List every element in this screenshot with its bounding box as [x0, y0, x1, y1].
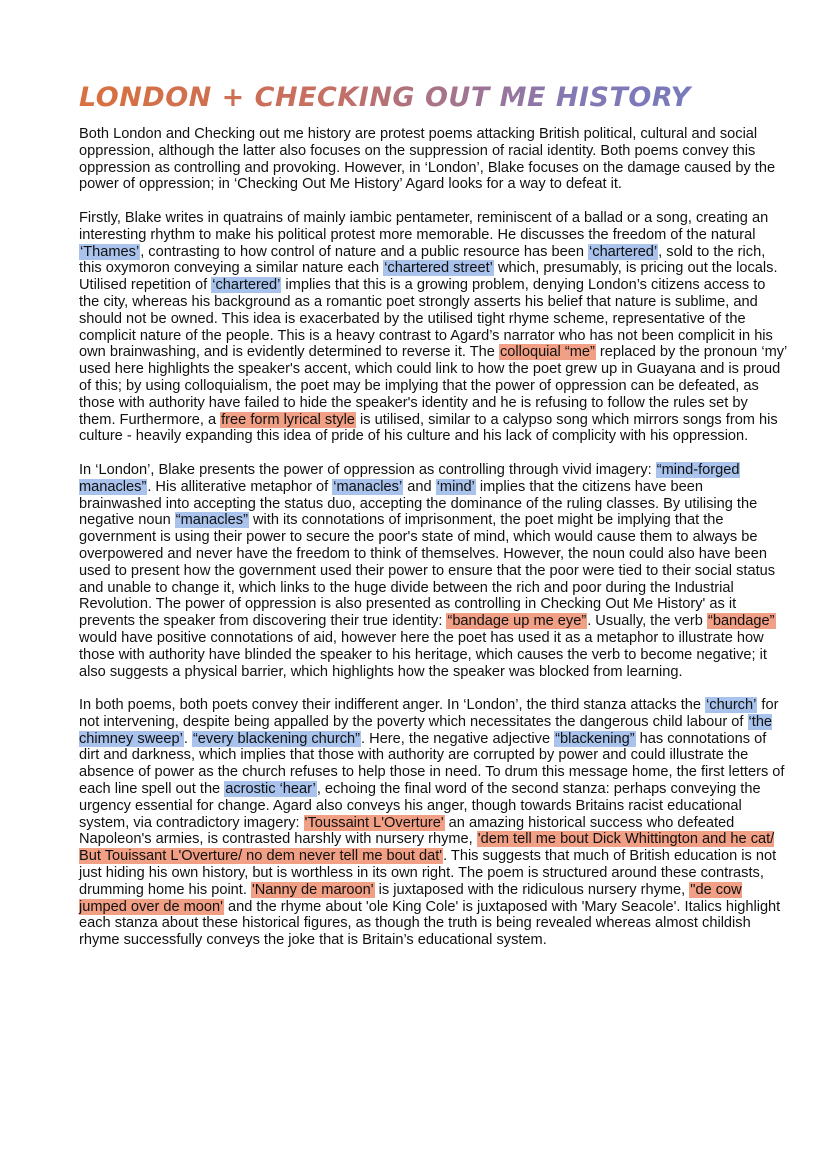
- text: implies that this is a growing problem, denying London’s citizens access to the city, whereas his background as a romantic poet strongly asserts his belief that nature is sublime, and should not be owned. This idea is exacerbated by the utilised tight rhyme scheme, representative of the complicit nature of the people. This is a heavy contrast to Agard’s narrator who has not been complicit in his own brainwashing, and is evidently determined to reverse it. The: [79, 277, 773, 361]
- text: Firstly, Blake writes in quatrains of mainly iambic pentameter, reminiscent of a ballad or a song, creating an interesting rhythm to make his political protest more memorable. He discusses the freedom of the natural: [79, 209, 769, 243]
- text: In both poems, both poets convey their indifferent anger. In ‘London’, the third stanza attacks the: [79, 697, 706, 714]
- text: and: [403, 478, 436, 495]
- text: replaced by the pronoun ‘my’ used here highlights the speaker's accent, which could link to how the poet grew up in Guayana and is proud of this; by using colloquialism, the poet may be implying that the power of oppression can be defeated, as those with authority have failed to hide the speaker's identity and he is refusing to follow the rules set by them. Furthermore, a: [79, 344, 787, 428]
- text: implies that the citizens have been brainwashed into accepting the status duo, accepting the dominance of the ruling classes. By utilising the negative noun: [79, 478, 758, 529]
- text: has connotations of dirt and darkness, which implies that those with authority are corrupted by power and could illustrate the absence of power as the church refuses to help those in need. To drum this message home, the first letters of each line spell out the: [79, 730, 785, 798]
- highlight-blue: ‘mind’: [436, 478, 475, 495]
- text: . Here, the negative adjective: [361, 730, 555, 747]
- text: .: [183, 730, 192, 747]
- text: and the rhyme about 'ole King Cole' is juxtaposed with 'Mary Seacole'. Italics highlight each stanza about these historical figures, as though the truth is being revealed whereas almost childish rhyme successfully conveys the joke that is Britain’s educational system.: [79, 898, 781, 949]
- highlight-blue: “blackening”: [555, 730, 635, 747]
- highlight-orange: “bandage”: [707, 613, 775, 630]
- highlight-orange: 'Nanny de maroon': [251, 881, 374, 898]
- highlight-blue: “every blackening church”: [192, 730, 361, 747]
- text: is utilised, similar to a calypso song which mirrors songs from his culture - heavily expanding this idea of pride of his culture and his lack of complicity with his oppression.: [79, 411, 778, 445]
- page-title: LONDON + CHECKING OUT ME HISTORY: [79, 78, 788, 118]
- highlight-blue: acrostic ‘hear’: [225, 781, 316, 798]
- text: , echoing the final word of the second stanza: perhaps conveying the urgency essential for change. Agard also conveys his anger, though towards Britains racist educational system, via contradictory imagery:: [79, 781, 761, 831]
- text: would have positive connotations of aid, however here the poet has used it as a metaphor to illustrate how those with authority have blinded the speaker to his heritage, which causes the verb to become negative; it also suggests a physical barrier, which highlights how the speaker was blocked from learning.: [79, 629, 767, 680]
- highlight-blue: ‘chartered’: [589, 243, 658, 260]
- highlight-blue: ‘chartered street’: [384, 260, 493, 277]
- paragraph-intro: [79, 126, 788, 193]
- text: In ‘London’, Blake presents the power of oppression as controlling through vivid imagery:: [79, 461, 656, 478]
- highlight-blue: “manacles”: [175, 512, 248, 529]
- text: . His alliterative metaphor of: [147, 478, 333, 495]
- paragraph-form-structure: [79, 210, 788, 445]
- highlight-blue: ‘chartered’: [212, 277, 281, 294]
- highlight-orange: 'dem tell me bout Dick Whittington and he cat/ But Touissant L'Overture/ no dem never tell me bout dat': [79, 831, 775, 865]
- highlight-blue: ‘manacles’: [333, 478, 403, 495]
- highlight-blue: ‘church’: [706, 697, 757, 714]
- text: an amazing historical success who defeated Napoleon's armies, is contrasted harshly with nursery rhyme,: [79, 814, 735, 848]
- highlight-orange: free form lyrical style: [221, 411, 355, 428]
- text: . This suggests that much of British education is not just hiding his own history, but is worthless in its own right. The poem is structured around these contrasts, drumming home his point.: [79, 848, 777, 898]
- text: for not intervening, despite being appalled by the poverty which necessitates the dangerous child labour of: [79, 697, 779, 730]
- highlight-orange: colloquial “me”: [499, 344, 595, 361]
- highlight-blue: ‘the chimney sweep’: [79, 713, 773, 747]
- text: Both London and Checking out me history are protest poems attacking British political, cultural and social oppression, although the latter also focuses on the suppression of racial identity. Both poems convey this oppression as controlling and provoking. However, in ‘London’, Blake focuses on the damage caused by the power of oppression; in ‘Checking Out Me History’ Agard looks for a way to defeat it.: [79, 126, 776, 193]
- text: which, presumably, is pricing out the locals. Utilised repetition of: [79, 260, 778, 294]
- highlight-orange: "de cow jumped over de moon': [79, 881, 742, 915]
- text: is juxtaposed with the ridiculous nursery rhyme,: [374, 881, 690, 898]
- highlight-orange: “bandage up me eye”: [447, 613, 587, 630]
- text: with its connotations of imprisonment, the poet might be implying that the government is using their power to secure the poor's state of mind, which would cause them to always be overpowered and never have the freedom to think of themselves. However, the noun could also have been used to present how the government used their power to ensure that the poor were tied to their social status and unable to change it, which links to the huge divide between the rich and poor during the Industrial Revolution. The power of oppression is also presented as controlling in Checking Out Me History' as it prevents the speaker from discovering their true identity:: [79, 512, 776, 630]
- text: . Usually, the verb: [587, 613, 707, 630]
- text: , sold to the rich, this oxymoron conveying a similar nature each: [79, 243, 766, 277]
- paragraph-anger: [79, 697, 788, 949]
- highlight-orange: 'Toussaint L'Overture': [304, 814, 444, 831]
- highlight-blue: ‘Thames’: [80, 243, 140, 260]
- highlight-blue: “mind-forged manacles”: [79, 461, 740, 495]
- paragraph-power-oppression: [79, 462, 788, 680]
- text: , contrasting to how control of nature and a public resource has been: [140, 243, 589, 260]
